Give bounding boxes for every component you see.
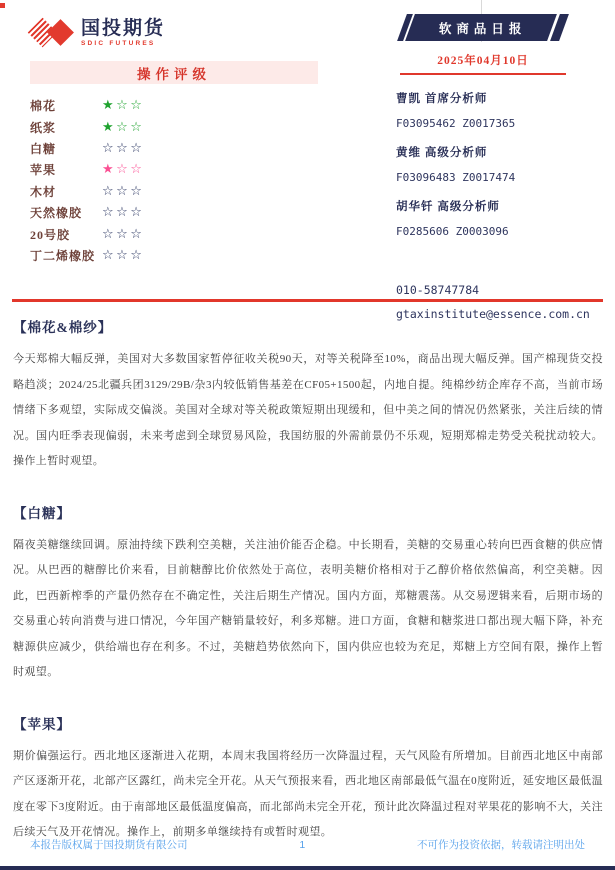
analyst-name: 黄维 高级分析师 bbox=[396, 147, 488, 159]
rating-item-name: 丁二烯橡胶 bbox=[30, 248, 96, 263]
rating-item-name: 苹果 bbox=[30, 163, 57, 178]
commentary-section bbox=[13, 316, 603, 475]
rating-item-name: 天然橡胶 bbox=[30, 206, 83, 221]
rating-row bbox=[30, 202, 318, 223]
section-body: 今天郑棉大幅反弹，美国对大多数国家暂停征收关税90天，对等关税降至10%，商品出现大幅反弹。国产棉现货交投略趋淡；2024/25北疆兵团3129/29B/杂3内较低销售基差在CF05+1500起，内地自提。纯棉纱纺企库存不高，当前市场情绪下多观望，实际成交偏淡。美国对全球对等关税政策短期出现缓和，但中美之间的情况仍然紧张，关注后续的情况。国内旺季表现偏弱，未来考虑到全球贸易风险，我国纺服的外需前景仍不乐观，短期郑棉走势受关税扰动较大。操作上暂时观望。 bbox=[13, 353, 603, 467]
rating-row bbox=[30, 159, 318, 180]
footer-page-number: 1 bbox=[299, 838, 306, 851]
section-body: 期价偏强运行。西北地区逐渐进入花期，本周末我国将经历一次降温过程，天气风险有所增加。目前西北地区中南部产区逐渐开花，北部产区露红，尚未完全开花。从天气预报来看，西北地区南部最低气温在0度附近，延安地区最低温度在零下3度附近。由于南部地区最低温度偏高，而北部尚未完全开花，预计此次降温过程对苹果花的影响不大，关注后续天气及开花情况。操作上，前期多单继续持有或暂时观望。 bbox=[13, 749, 603, 838]
rating-stars-icon: ☆☆☆ bbox=[102, 247, 145, 263]
rating-row bbox=[30, 245, 318, 266]
rating-row bbox=[30, 95, 318, 116]
section-title: 【苹果】 bbox=[13, 716, 71, 732]
rating-item-name: 棉花 bbox=[30, 99, 57, 114]
rating-panel-title: 操作评级 bbox=[30, 61, 318, 84]
page-footer bbox=[0, 837, 615, 870]
commentary-section bbox=[13, 713, 603, 846]
rating-row bbox=[30, 138, 318, 159]
corner-mark bbox=[0, 3, 5, 8]
footer-row bbox=[0, 837, 615, 852]
analyst-name: 曹凯 首席分析师 bbox=[396, 93, 488, 105]
rating-row bbox=[30, 181, 318, 202]
report-title-banner bbox=[397, 14, 569, 41]
analyst-contacts bbox=[396, 90, 612, 321]
rating-panel bbox=[30, 61, 318, 266]
commentary-section bbox=[13, 502, 603, 686]
rating-item-name: 20号胶 bbox=[30, 227, 71, 242]
report-date: 2025年04月10日 bbox=[400, 52, 566, 75]
analyst-name: 胡华钎 高级分析师 bbox=[396, 201, 500, 213]
analyst-list bbox=[396, 90, 612, 252]
rating-row bbox=[30, 223, 318, 244]
contact-phone: 010-58747784 bbox=[396, 283, 480, 297]
rating-stars-icon: ★☆☆ bbox=[102, 98, 145, 114]
footer-disclaimer: 不可作为投资依据，转载请注明出处 bbox=[417, 839, 585, 851]
rating-row bbox=[30, 116, 318, 137]
analyst-ids: F03095462 Z0017365 bbox=[396, 117, 516, 130]
section-title: 【白糖】 bbox=[13, 505, 71, 521]
logo-diamond-icon bbox=[30, 18, 74, 48]
analyst-ids: F0285606 Z0003096 bbox=[396, 225, 509, 238]
rating-stars-icon: ☆☆☆ bbox=[102, 205, 145, 221]
rating-item-name: 纸浆 bbox=[30, 120, 57, 135]
logo-company-name-en: SDIC FUTURES bbox=[81, 39, 156, 47]
analyst-ids: F03096483 Z0017474 bbox=[396, 171, 516, 184]
rating-item-name: 木材 bbox=[30, 184, 57, 199]
commentary-sections bbox=[13, 316, 603, 870]
contact-email: gtaxinstitute@essence.com.cn bbox=[396, 307, 590, 321]
rating-stars-icon: ★☆☆ bbox=[102, 119, 145, 135]
rating-list bbox=[30, 95, 318, 266]
footer-copyright: 本报告版权属于国投期货有限公司 bbox=[30, 839, 188, 851]
section-title: 【棉花&棉纱】 bbox=[13, 320, 113, 335]
rating-item-name: 白糖 bbox=[30, 141, 57, 156]
rating-stars-icon: ★☆☆ bbox=[102, 162, 145, 178]
logo-solid-diamond-icon bbox=[47, 19, 74, 46]
rating-stars-icon: ☆☆☆ bbox=[102, 140, 145, 156]
logo-company-name: 国投期货 bbox=[81, 17, 166, 39]
company-logo bbox=[30, 18, 165, 48]
rating-stars-icon: ☆☆☆ bbox=[102, 183, 145, 199]
section-body: 隔夜美糖继续回调。原油持续下跌利空美糖，关注油价能否企稳。中长期看，美糖的交易重心转向巴西食糖的供应情况。从巴西的糖醇比价来看，目前糖醇比价依然处于高位，表明美糖价格相对于乙醇价格依然偏高，利空美糖。因此，巴西新榨季的产量仍然存在不确定性，关注后期生产情况。国内方面，郑糖震荡。从交易逻辑来看，后期市场的交易重心转向消费与进口情况，今年国产糖销量较好，利多郑糖。进口方面，食糖和糖浆进口都出现大幅下降，补充糖源供应减少，供给端也存在利多。不过，美糖趋势依然向下，国内供应也较为充足，郑糖上方空间有限，操作上暂时观望。 bbox=[13, 538, 603, 678]
footer-navy-bar bbox=[0, 866, 615, 870]
logo-text bbox=[81, 19, 165, 48]
rating-stars-icon: ☆☆☆ bbox=[102, 226, 145, 242]
report-title: 软商品日报 bbox=[439, 21, 527, 36]
red-divider-line bbox=[12, 299, 603, 302]
